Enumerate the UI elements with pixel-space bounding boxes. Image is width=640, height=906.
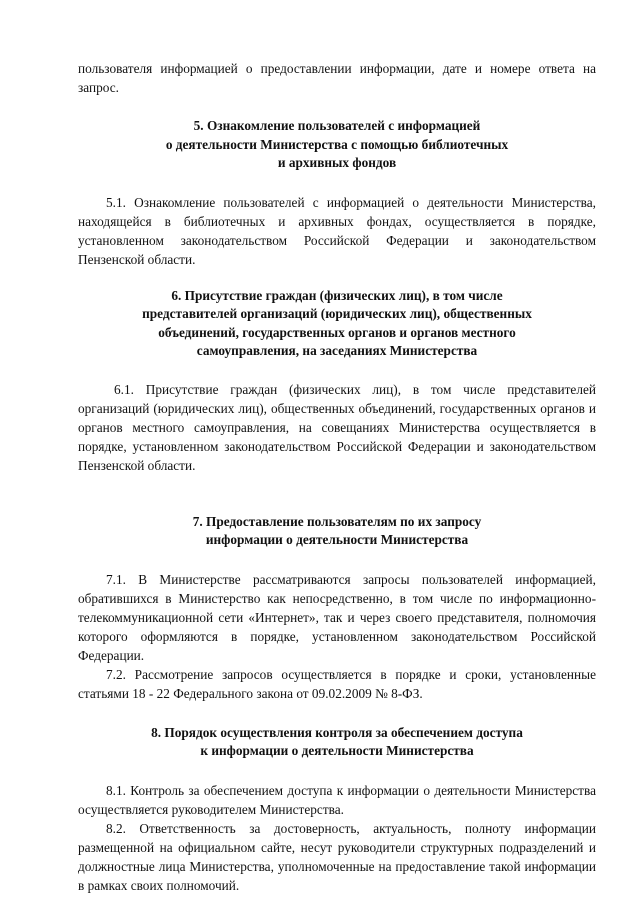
section-7-heading-line-2: информации о деятельности Министерства — [205, 532, 469, 547]
section-5-heading-line-1: 5. Ознакомление пользователей с информацией — [193, 118, 481, 133]
section-5-heading-line-2: о деятельности Министерства с помощью библиотечных — [165, 136, 509, 152]
section-5-heading — [78, 117, 596, 173]
section-5-heading-line-3: и архивных фондов — [277, 155, 397, 170]
paragraph-8-2: 8.2. Ответственность за достоверность, актуальность, полноту информации размещенной на официальном сайте, несут руководители структурных подразделений и должностные лица Министерства, уполномоченные на предоставление такой информации в рамках своих полномочий. — [78, 820, 596, 893]
section-6-heading-line-1: 6. Присутствие граждан (физических лиц), в том числе — [171, 287, 503, 303]
section-8-body — [78, 781, 596, 895]
paragraph-7-2: 7.2. Рассмотрение запросов осуществляется в порядке и сроки, установленные статьями 18 - 22 Федерального закона от 09.02.2009 № 8-ФЗ. — [78, 666, 596, 701]
section-8-heading-line-2: к информации о деятельности Министерства — [200, 743, 474, 758]
section-6-heading-line-2: представителей организаций (юридических лиц), общественных — [142, 306, 532, 321]
paragraph-8-1: 8.1. Контроль за обеспечением доступа к информации о деятельности Министерства осуществляется руководителем Министерства. — [78, 782, 596, 817]
paragraph-5-1: 5.1. Ознакомление пользователей с информацией о деятельности Министерства, находящейся в библиотечных и архивных фондах, осуществляется в порядке, установленном законодательством Российской Федерации и законодательством Пензенской области. — [78, 194, 596, 267]
section-8-heading — [78, 724, 596, 761]
document-body — [78, 59, 596, 895]
section-7-body — [78, 570, 596, 703]
intro-paragraph: пользователя информацией о предоставлении информации, дате и номере ответа на запрос. — [78, 61, 596, 95]
paragraph-7-1: 7.1. В Министерстве рассматриваются запросы пользователей информацией, обратившихся в Министерство как непосредственно, в том числе по информационно-телекоммуникационной сети «Интернет», так и через своего представителя, полномочия которого оформляются в порядке, установленном законодательством Российской Федерации. — [78, 571, 596, 663]
section-6-heading-line-3: объединений, государственных органов и органов местного — [158, 324, 516, 340]
section-7-heading — [78, 513, 596, 550]
section-5-body — [78, 193, 596, 269]
section-7-heading-line-1: 7. Предоставление пользователям по их запросу — [192, 513, 482, 529]
paragraph-6-1: 6.1. Присутствие граждан (физических лиц), в том числе представителей организаций (юридических лиц), общественных объединений, государственных органов и органов местного самоуправления, на совещаниях Министерства осуществляется в порядке, установленном законодательством Российской Федерации и законодательством Пензенской области. — [78, 381, 596, 473]
section-6-heading — [78, 287, 596, 361]
section-8-heading-line-1: 8. Порядок осуществления контроля за обеспечением доступа — [151, 724, 523, 740]
section-6-body — [78, 380, 596, 475]
section-6-heading-line-4: самоуправления, на заседаниях Министерства — [196, 343, 478, 358]
